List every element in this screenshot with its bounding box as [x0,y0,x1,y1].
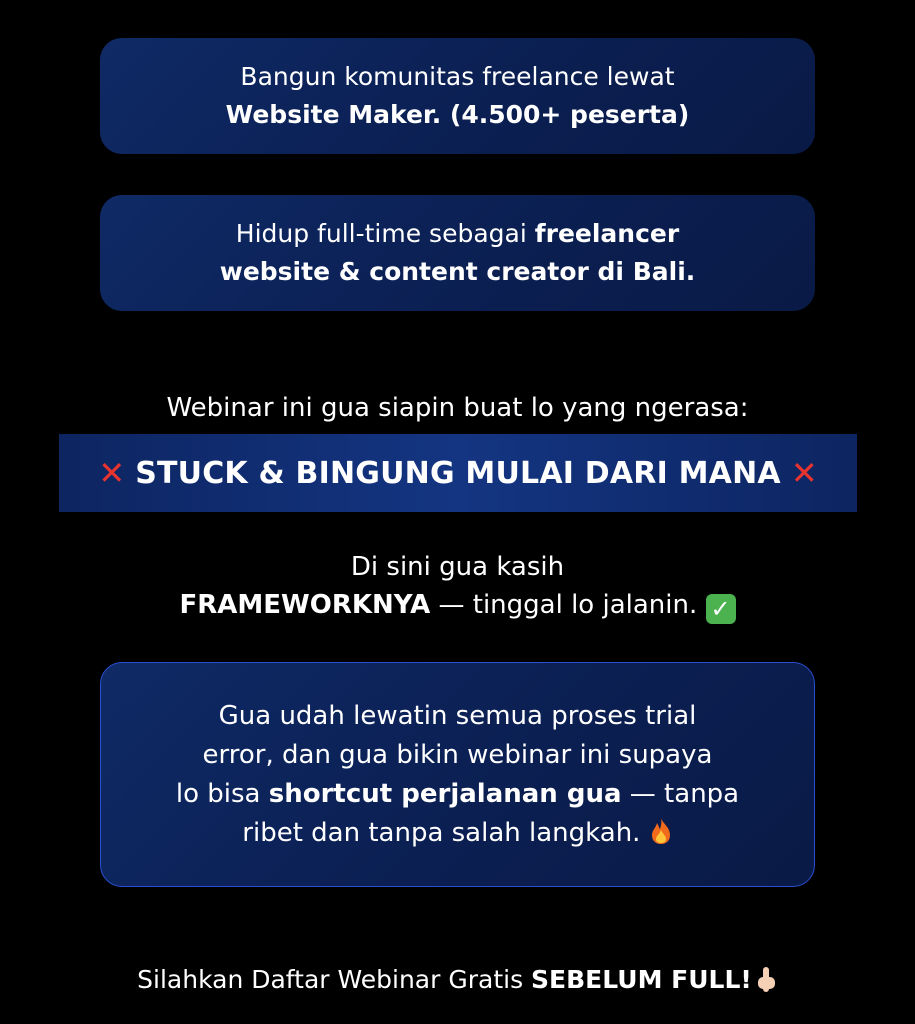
cta-footer [0,962,915,998]
cross-mark-icon: ✕ [790,454,818,492]
shortcut-pre: lo bisa [175,778,269,809]
intro-text: Webinar ini gua siapin buat lo yang ngerasa: [166,393,749,423]
pointing-down-hand-icon [754,965,778,993]
freelancer-highlight-2: website & content creator di Bali. [219,257,696,286]
info-card-shortcut [100,662,815,887]
framework-rest: — tinggal lo jalanin. [430,590,698,620]
check-mark-icon: ✓ [706,594,736,624]
pain-point-banner [59,434,857,512]
shortcut-line3 [176,775,739,814]
shortcut-line1: Gua udah lewatin semua proses trial [218,700,697,731]
framework-line1: Di sini gua kasih [350,552,565,582]
shortcut-line4 [242,814,672,853]
freelancer-highlight: freelancer [534,219,680,248]
shortcut-line2: error, dan gua bikin webinar ini supaya [202,739,713,770]
community-text: Bangun komunitas freelance lewat [240,62,675,91]
community-highlight: Website Maker. (4.500+ peserta) [225,100,690,129]
shortcut-highlight: shortcut perjalanan gua [268,778,622,809]
framework-highlight: FRAMEWORKNYA [179,590,431,620]
fire-icon [649,817,673,845]
freelancer-text: Hidup full-time sebagai [235,219,535,248]
info-card-community [100,38,815,154]
footer-highlight: SEBELUM FULL! [531,965,752,994]
info-card-freelancer [100,195,815,311]
footer-text: Silahkan Daftar Webinar Gratis [137,965,532,994]
shortcut-line4-text: ribet dan tanpa salah langkah. [242,817,641,848]
framework-line2 [0,586,915,624]
cross-mark-icon: ✕ [98,454,126,492]
framework-section [0,548,915,624]
shortcut-post: — tanpa [621,778,740,809]
freelancer-line [236,215,679,253]
banner-text: STUCK & BINGUNG MULAI DARI MANA [135,455,781,491]
